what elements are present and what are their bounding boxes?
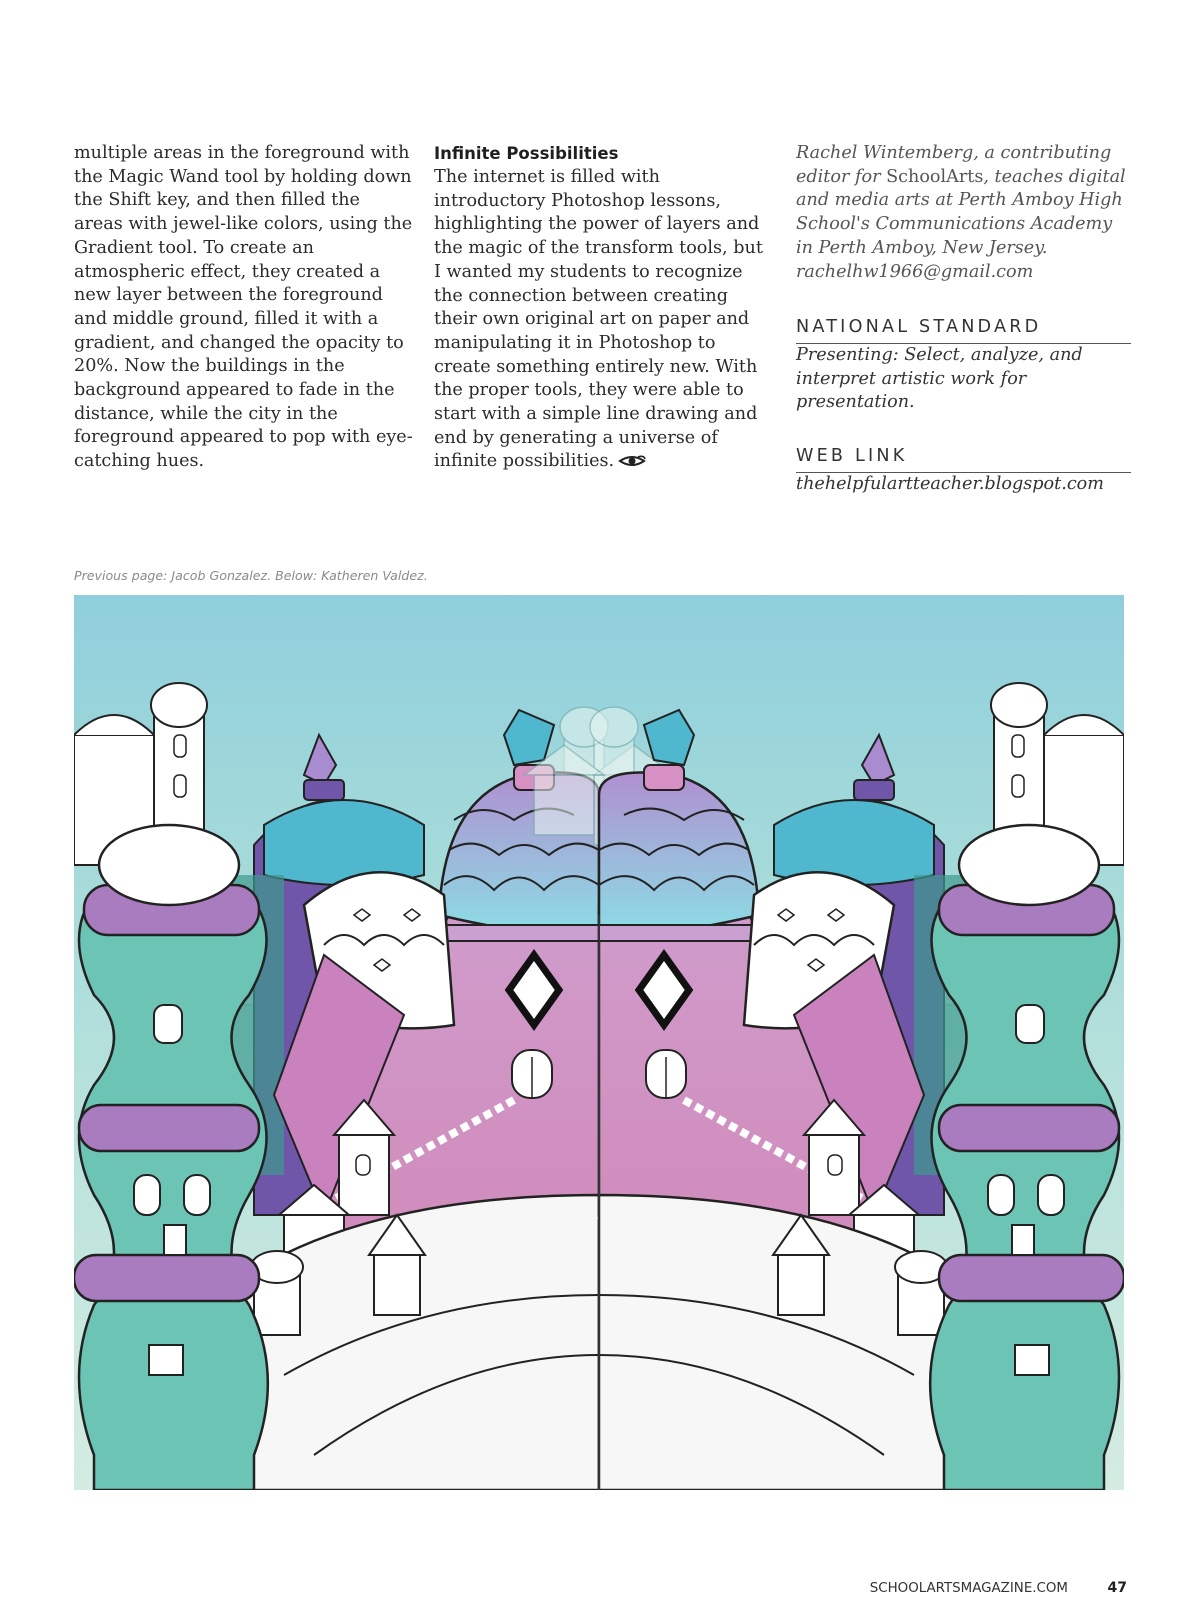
bio-text-rest: , teaches digital and media arts at Perth Amboy High School's Communications Academy in Perth Amboy, New Jersey. rachelhw1966@gmail.com xyxy=(796,166,1126,282)
student-artwork xyxy=(74,595,1124,1490)
sidebar-column xyxy=(796,142,1131,496)
section-heading: Infinite Possibilities xyxy=(434,144,619,163)
article-column-2 xyxy=(434,142,764,477)
web-link[interactable]: thehelpfulartteacher.blogspot.com xyxy=(796,473,1104,494)
paragraph-text: The internet is filled with introductory Photoshop lessons, highlighting the power of layers and the magic of the transform tools, but I wanted my students to recognize the connection between creating their own original art on paper and manipulating it in Photoshop to create something entirely new. With the proper tools, they were able to start with a simple line drawing and end by generating a universe of infinite possibilities. xyxy=(434,167,763,472)
bio-text: Rachel Wintemberg, a contributing editor for xyxy=(796,143,1112,187)
page-number: 47 xyxy=(1107,1580,1127,1596)
artwork-right-half xyxy=(524,683,1124,1490)
article-column-1 xyxy=(74,142,414,474)
magazine-name: SchoolArts xyxy=(886,166,984,187)
image-caption: Previous page: Jacob Gonzalez. Below: Katheren Valdez. xyxy=(74,568,428,583)
body-paragraph: multiple areas in the foreground with the Magic Wand tool by holding down the Shift key, and then filled the areas with jewel-like colors, using the Gradient tool. To create an atmospheric effect, they created a new layer between the foreground and middle ground, filled it with a gradient, and changed the opacity to 20%. Now the buildings in the background appeared to fade in the distance, while the city in the foreground appeared to pop with eye-catching hues. xyxy=(74,143,413,472)
national-standard-label: NATIONAL STANDARD xyxy=(796,316,1131,344)
web-link-label: WEB LINK xyxy=(796,445,1131,473)
body-paragraph xyxy=(434,166,764,477)
national-standard-text: Presenting: Select, analyze, and interpret artistic work for presentation. xyxy=(796,344,1083,413)
author-bio xyxy=(796,142,1131,284)
footer-website: SCHOOLARTSMAGAZINE.COM xyxy=(869,1581,1068,1596)
swirl-eye-icon xyxy=(618,453,646,477)
